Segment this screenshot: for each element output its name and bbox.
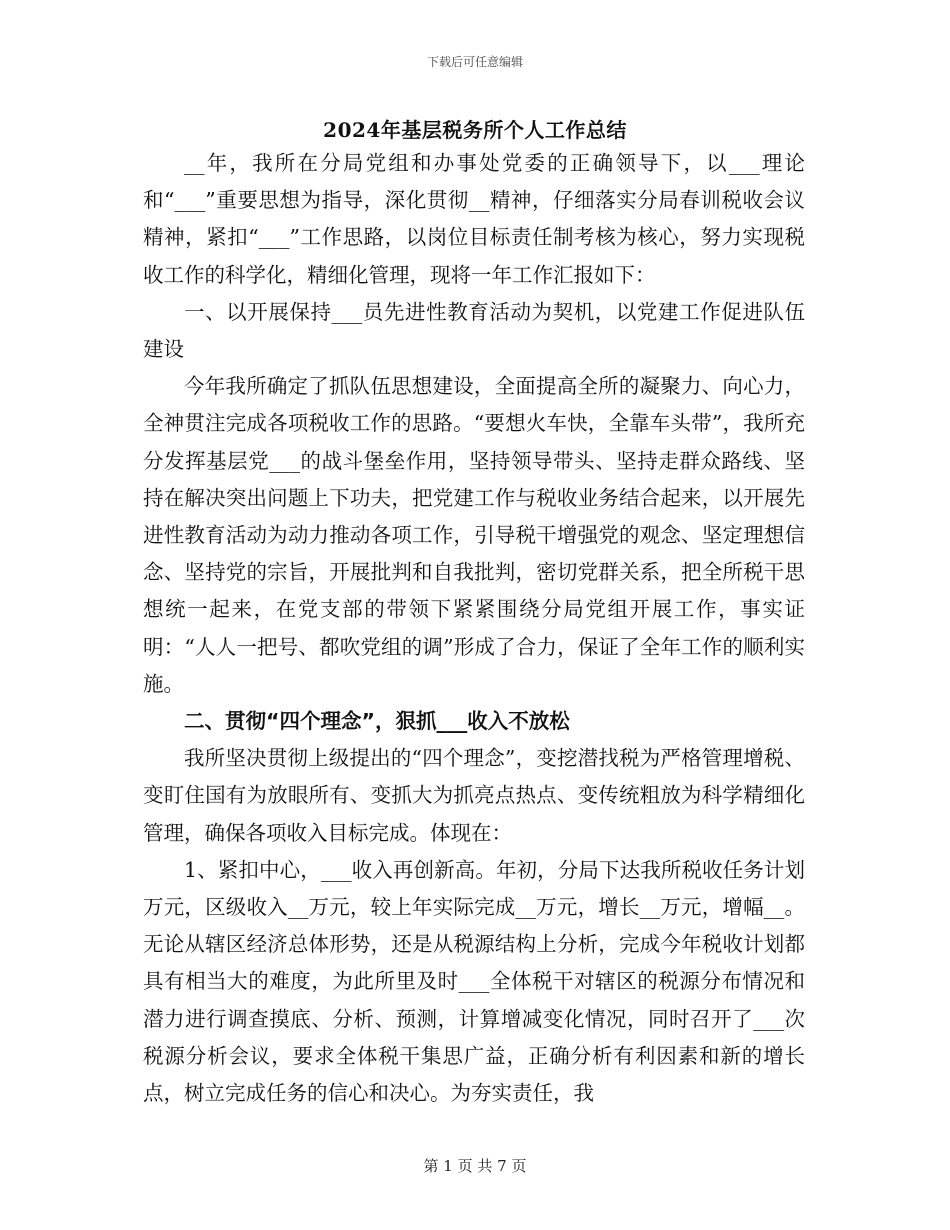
- paragraph-intro: __年，我所在分局党组和办事处党委的正确领导下，以___理论和“___”重要思想为指导，深化贯彻__精神，仔细落实分局春训税收会议精神，紧扣“___”工作思路，以岗位目标责任制考核为核心，努力实现税收工作的科学化，精细化管理，现将一年工作汇报如下：: [143, 151, 805, 287]
- paragraph-revenue: 1、紧扣中心，___收入再创新高。年初，分局下达我所税收任务计划万元，区级收入__万元，较上年实际完成__万元，增长__万元，增幅__。无论从辖区经济总体形势，还是从税源结构上分析，完成今年税收计划都具有相当大的难度，为此所里及时___全体税干对辖区的税源分布情况和潜力进行调查摸底、分析、预测，计算增减变化情况，同时召开了___次税源分析会议，要求全体税干集思广益，正确分析有利因素和新的增长点，树立完成任务的信心和决心。为夯实责任，我: [143, 857, 805, 1106]
- section-heading-1: 一、以开展保持___员先进性教育活动为契机，以党建工作促进队伍建设: [143, 299, 805, 362]
- page-footer: 第 1 页 共 7 页: [423, 1157, 527, 1175]
- document-body: [143, 145, 805, 1112]
- paragraph-party-building: 今年我所确定了抓队伍思想建设，全面提高全所的凝聚力、向心力，全神贯注完成各项税收工作的思路。“要想火车快，全靠车头带”，我所充分发挥基层党___的战斗堡垒作用，坚持领导带头、坚持走群众路线、坚持在解决突出问题上下功夫，把党建工作与税收业务结合起来，以开展先进性教育活动为动力推动各项工作，引导税干增强党的观念、坚定理想信念、坚持党的宗旨，开展批判和自我批判，密切党群关系，把全所税干思想统一起来，在党支部的带领下紧紧围绕分局党组开展工作，事实证明：“人人一把号、都吹党组的调”形成了合力，保证了全年工作的顺利实施。: [143, 374, 805, 696]
- section-heading-2: 二、贯彻“四个理念”，狠抓___收入不放松: [184, 709, 570, 734]
- header-note: 下载后可任意编辑: [426, 55, 523, 69]
- paragraph-four-concepts: 我所坚决贯彻上级提出的“四个理念”，变挖潜找税为严格管理增税、变盯住国有为放眼所有、变抓大为抓亮点热点、变传统粗放为科学精细化管理，确保各项收入目标完成。体现在：: [143, 746, 805, 845]
- document-title: 2024年基层税务所个人工作总结: [323, 118, 627, 142]
